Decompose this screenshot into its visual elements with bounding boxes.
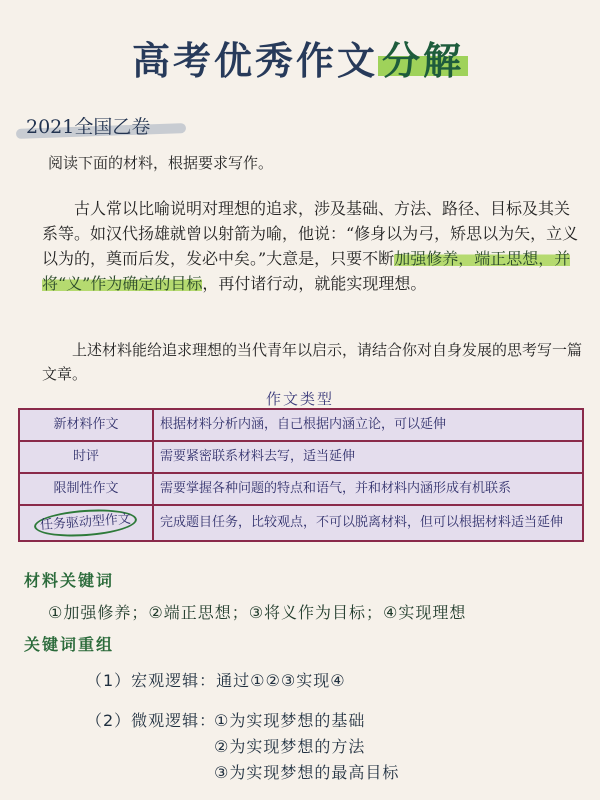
exam-label: 2021全国乙卷 bbox=[26, 116, 151, 138]
material-highlight: 加强修养，端正思想，并将“义”作为确定的目标 bbox=[42, 249, 571, 293]
title-highlight: 分解 bbox=[378, 38, 468, 83]
type-key-circled bbox=[19, 505, 153, 541]
task-text: 上述材料能给追求理想的当代青年以启示，请结合你对自身发展的思考写一篇文章。 bbox=[42, 341, 583, 383]
title-main: 高考优秀作文 bbox=[131, 38, 378, 83]
micro-logic bbox=[86, 708, 400, 782]
task-paragraph bbox=[42, 338, 582, 386]
type-key: 新材料作文 bbox=[19, 409, 153, 441]
keywords-heading: 材料关键词 bbox=[24, 571, 115, 590]
type-desc: 根据材料分析内涵，自己根据内涵立论，可以延伸 bbox=[153, 409, 583, 441]
list-item: ②为实现梦想的方法 bbox=[214, 737, 366, 756]
table-row bbox=[19, 409, 583, 441]
types-title: 作文类型 bbox=[265, 390, 334, 408]
material-text-1: 古人常以比喻说明对理想的追求，涉及基础、方法、路径、目标及其关系等。如汉代扬雄就曾以射箭为喻，他说：“修身以为弓，矫思以为矢，立义以为的，奠而后发，发必中矣。”大意是，只要不断 bbox=[42, 199, 579, 268]
type-key: 限制性作文 bbox=[19, 473, 153, 505]
page-title bbox=[0, 30, 600, 85]
table-row bbox=[19, 505, 583, 541]
micro-logic-label: （2）微观逻辑： bbox=[86, 711, 217, 730]
type-desc: 需要紧密联系材料去写，适当延伸 bbox=[153, 441, 583, 473]
table-row bbox=[19, 441, 583, 473]
type-desc: 需要掌握各种问题的特点和语气，并和材料内涵形成有机联系 bbox=[153, 473, 583, 505]
types-table bbox=[18, 408, 584, 542]
list-item: ③为实现梦想的最高目标 bbox=[214, 763, 400, 782]
type-desc: 完成题目任务，比较观点，不可以脱离材料，但可以根据材料适当延伸 bbox=[153, 505, 583, 541]
material-paragraph bbox=[42, 196, 582, 296]
type-key: 任务驱动型作文 bbox=[34, 506, 139, 539]
micro-logic-items bbox=[214, 708, 514, 786]
material-text-2: ，再付诸行动，就能实现理想。 bbox=[202, 274, 427, 293]
list-item: ①为实现梦想的基础 bbox=[214, 711, 366, 730]
intro-text: 阅读下面的材料，根据要求写作。 bbox=[48, 154, 274, 172]
macro-logic: （1）宏观逻辑：通过①②③实现④ bbox=[86, 671, 346, 690]
regroup-heading: 关键词重组 bbox=[24, 635, 115, 654]
type-key: 时评 bbox=[19, 441, 153, 473]
keywords-text: ①加强修养；②端正思想；③将义作为目标；④实现理想 bbox=[48, 603, 467, 622]
table-row bbox=[19, 473, 583, 505]
